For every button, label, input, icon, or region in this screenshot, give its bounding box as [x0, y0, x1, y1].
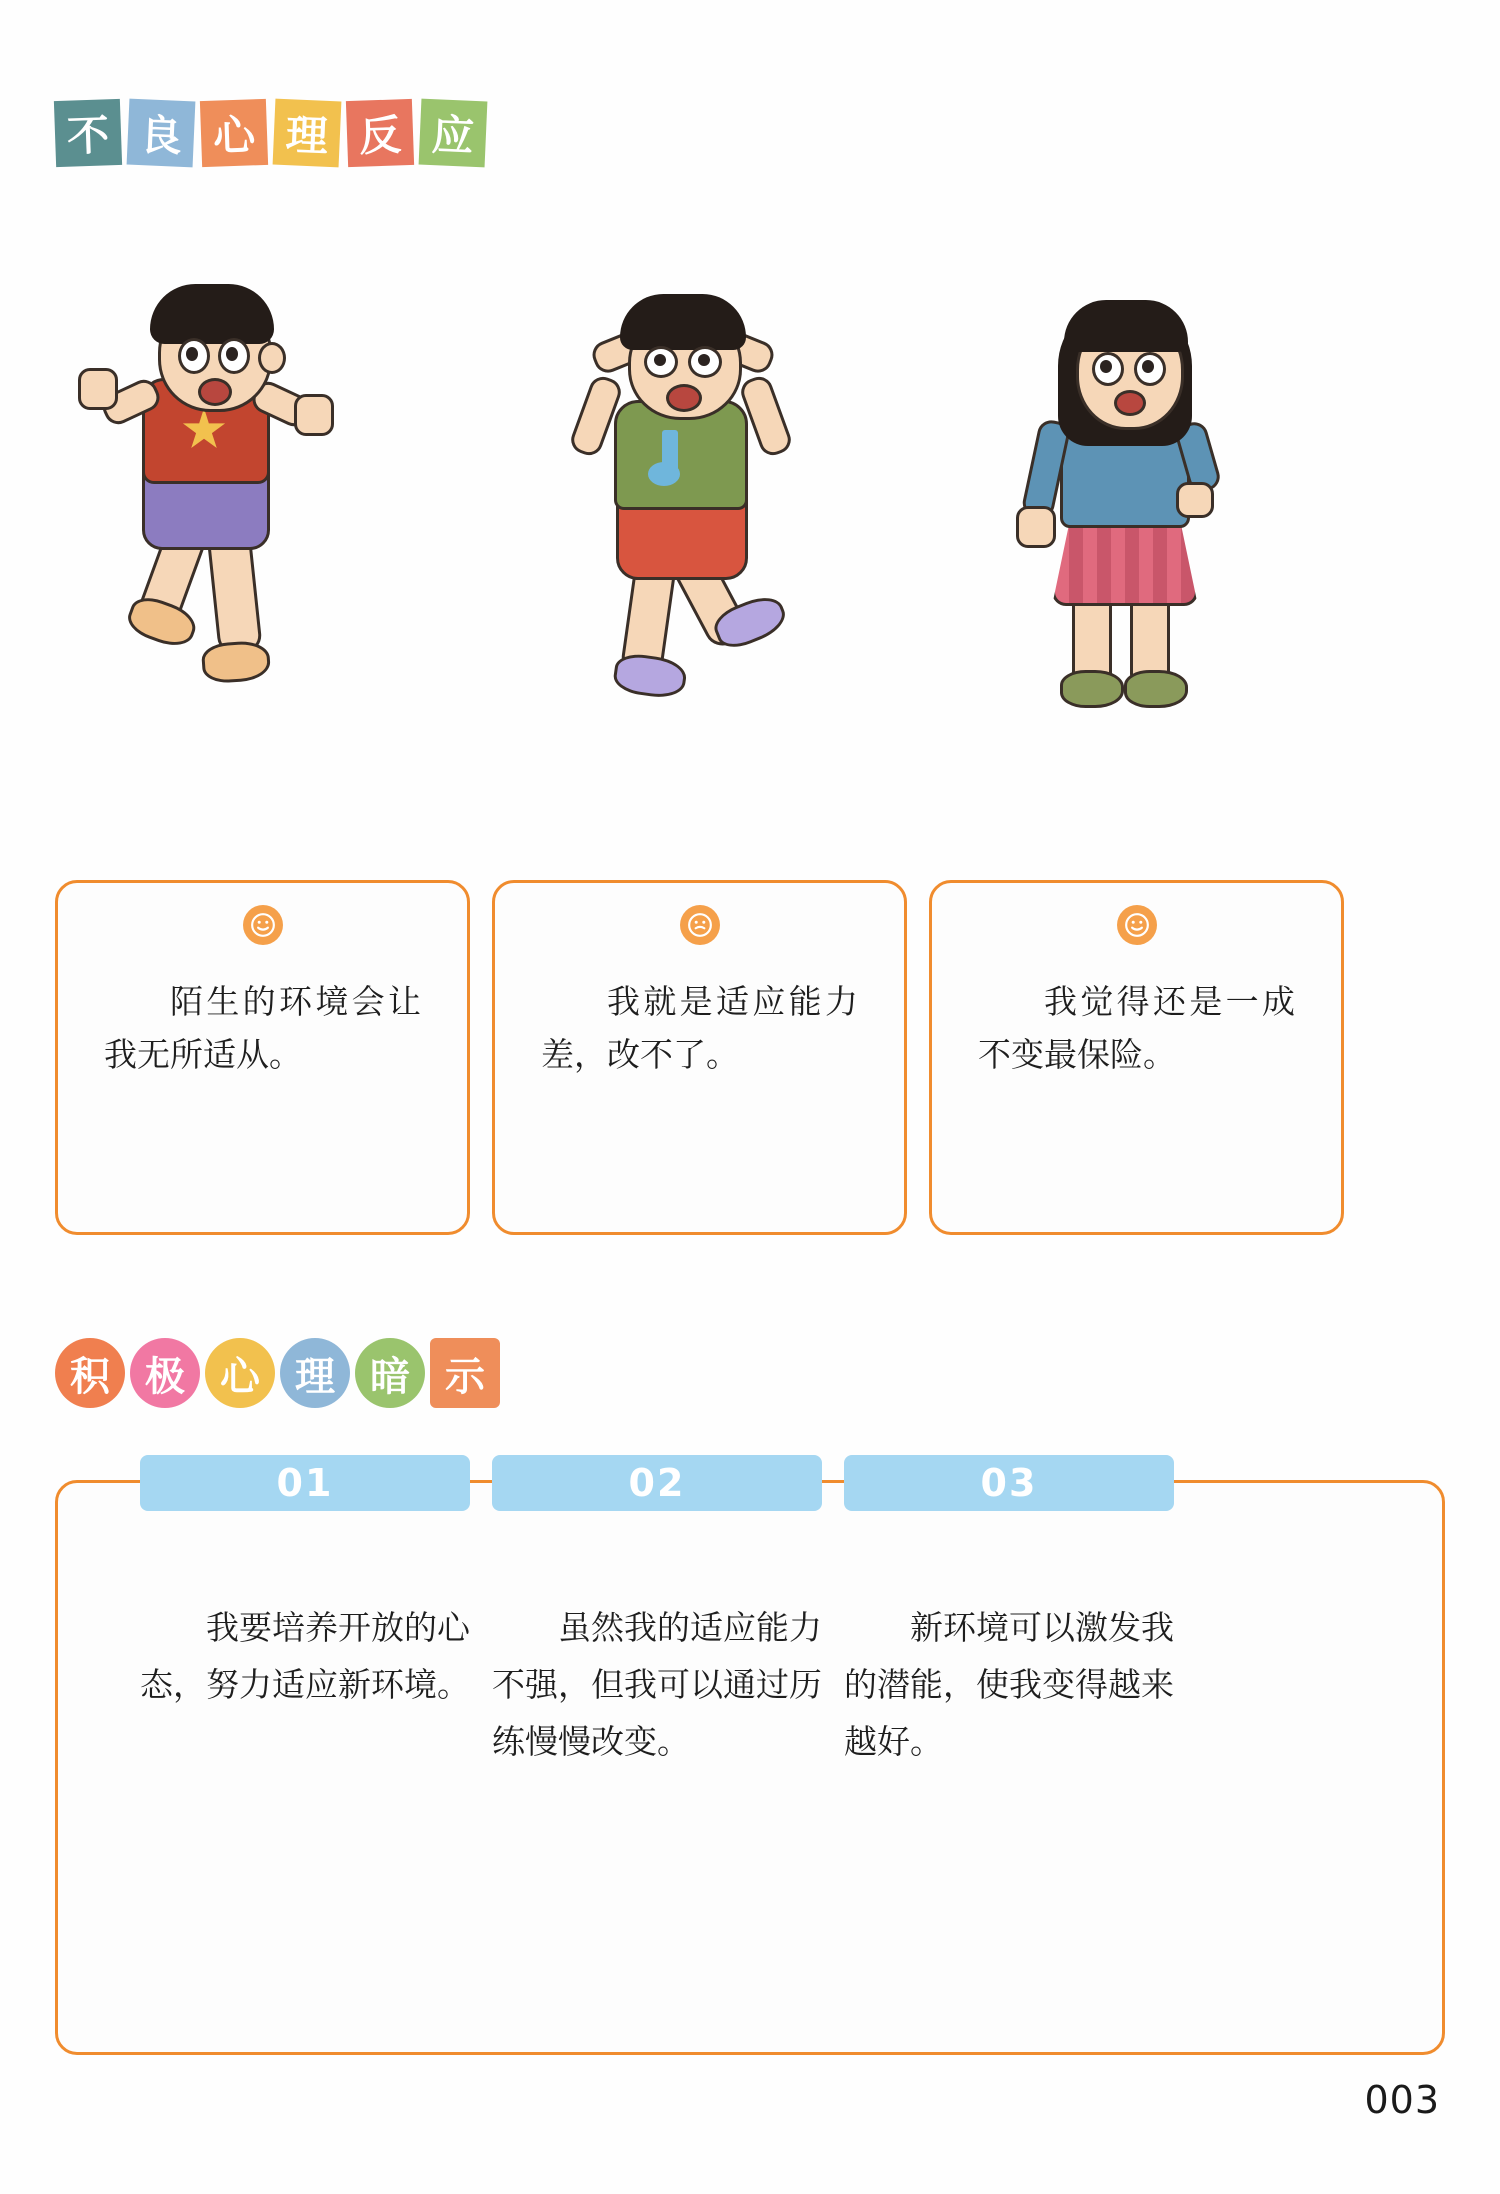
hand-right [294, 394, 334, 436]
tab-03[interactable]: 03 [844, 1455, 1174, 1511]
smiley-icon [1117, 905, 1157, 945]
negative-card-text: 我觉得还是一成不变最保险。 [978, 982, 1295, 1075]
shoe-left [123, 592, 201, 653]
section-title-positive [55, 1338, 500, 1408]
startled-boy-figure [120, 290, 390, 720]
positive-title-char-5: 示 [430, 1338, 500, 1408]
title-char-0: 不 [54, 99, 122, 167]
tab-02[interactable]: 02 [492, 1455, 822, 1511]
positive-text-02: 虽然我的适应能力不强，但我可以通过历练慢慢改变。 [492, 1608, 822, 1761]
ear [258, 342, 286, 374]
worried-girl-figure [1010, 290, 1280, 750]
smiley-icon [680, 905, 720, 945]
negative-card-2 [492, 880, 907, 1235]
positive-title-char-3: 理 [280, 1338, 350, 1408]
pupil-right [226, 347, 238, 361]
negative-card-text: 陌生的环境会让我无所适从。 [104, 982, 421, 1075]
pupil-right [1142, 360, 1154, 373]
page-number: 003 [1364, 2078, 1440, 2122]
smiley-icon [243, 905, 283, 945]
music-note-head [648, 462, 680, 486]
stretching-boy-figure [570, 272, 850, 732]
illustration-row [0, 290, 1500, 850]
positive-text-03: 新环境可以激发我的潜能，使我变得越来越好。 [844, 1608, 1174, 1761]
positive-text-01: 我要培养开放的心态，努力适应新环境。 [140, 1608, 470, 1704]
positive-texts [55, 1600, 1445, 1770]
section-title-negative [55, 100, 486, 166]
pupil-left [186, 347, 198, 361]
mouth [198, 378, 232, 406]
positive-title-char-2: 心 [205, 1338, 275, 1408]
pupil-left [1100, 360, 1112, 373]
title-char-1: 良 [127, 99, 196, 168]
hand-left [1016, 506, 1056, 548]
title-char-5: 应 [419, 99, 488, 168]
shoe-right [1124, 670, 1188, 708]
shoe-left [1060, 670, 1124, 708]
mouth [1114, 390, 1146, 416]
title-char-4: 反 [346, 99, 414, 167]
title-char-3: 理 [273, 99, 342, 168]
hair [620, 294, 746, 350]
positive-title-char-0: 积 [55, 1338, 125, 1408]
tab-01[interactable]: 01 [140, 1455, 470, 1511]
positive-tabs [55, 1455, 1445, 1511]
negative-card-text: 我就是适应能力差，改不了。 [541, 982, 858, 1075]
shoe-right [201, 640, 272, 685]
negative-card-1 [55, 880, 470, 1235]
hand-right [1176, 482, 1214, 518]
negative-cards-row [55, 880, 1445, 1235]
mouth [666, 384, 702, 412]
hand-left [78, 368, 118, 410]
shoe-left [612, 651, 689, 701]
positive-title-char-4: 暗 [355, 1338, 425, 1408]
hair [150, 284, 274, 344]
pupil-left [654, 354, 666, 366]
negative-card-3 [929, 880, 1344, 1235]
hair-fringe [1064, 300, 1188, 352]
positive-title-char-1: 极 [130, 1338, 200, 1408]
pupil-right [698, 354, 710, 366]
title-char-2: 心 [200, 99, 268, 167]
